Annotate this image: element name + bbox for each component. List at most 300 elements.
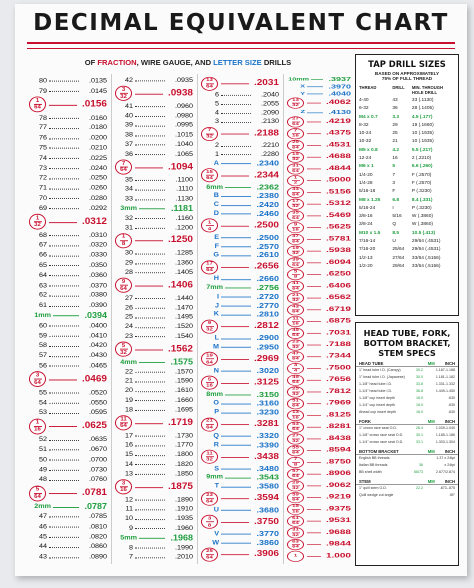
leader-line (221, 122, 251, 123)
wire-gauge-row (115, 332, 193, 342)
letter-size: N (213, 366, 219, 374)
leader-line (49, 91, 79, 92)
decimal-value: .5938 (325, 245, 351, 257)
wire-gauge-row (115, 268, 193, 278)
fraction-row (287, 269, 351, 281)
letter-row (201, 366, 279, 375)
leader-line (221, 555, 249, 556)
decimal-value: .8750 (325, 456, 351, 468)
decimal-value: .0390 (89, 300, 107, 309)
spec-row (356, 485, 458, 492)
fraction-numerator: 29 32 (292, 481, 299, 491)
gauge-number: 29 (125, 258, 133, 267)
fraction-row (287, 527, 351, 539)
leader-line (135, 135, 165, 136)
decimal-value: .1285 (175, 248, 193, 257)
drill-size: 25 (392, 131, 398, 137)
spec-row (356, 367, 458, 374)
fraction-circle (287, 504, 304, 515)
leader-line (307, 157, 321, 158)
leader-line (49, 208, 79, 209)
tap-row (356, 221, 458, 229)
decimal-value: .0410 (89, 330, 107, 340)
thread-size: M5 x 0.8 (359, 147, 378, 153)
tap-row (356, 163, 458, 171)
fraction-numerator: 15 64 (206, 169, 213, 181)
leader-line (221, 326, 249, 327)
decimal-value: .0520 (89, 387, 107, 397)
letter-size: K (213, 310, 219, 318)
leader-line (49, 403, 79, 404)
decimal-value: .9844 (325, 539, 351, 551)
fraction-row (201, 319, 279, 334)
spec-label: 1-1/8" crown race seat O.D. (359, 433, 404, 437)
gauge-number: 14 (125, 459, 133, 468)
fraction-row (287, 398, 351, 410)
subtitle-part-2: , WIRE GAUGE, AND (136, 58, 214, 67)
leader-line (49, 379, 77, 380)
wire-gauge-row (29, 183, 107, 193)
decimal-value: .3580 (256, 481, 279, 491)
fraction-circle (287, 116, 304, 127)
clearance-drill: 29/64 (.4531) (411, 247, 441, 253)
wire-gauge-row (201, 150, 279, 159)
leader-line (49, 356, 79, 357)
decimal-value: .2500 (256, 233, 279, 242)
gauge-number: 74 (39, 153, 47, 162)
leader-line (49, 104, 77, 105)
fraction-circle (287, 245, 304, 256)
decimal-value: .3020 (256, 366, 279, 375)
tap-row (356, 230, 458, 238)
decimal-value: .2656 (253, 260, 279, 275)
fraction-numerator: 5 64 (34, 486, 41, 500)
fraction-numerator: 63 64 (292, 539, 299, 549)
fraction-row (287, 245, 351, 257)
fraction-row (287, 515, 351, 527)
spec-label: Ahead cup insert depth (359, 410, 396, 414)
gauge-number: 2 (215, 141, 219, 149)
spec-inch-value: 2.677/2.874 (436, 470, 455, 474)
clearance-drill: P (.3230) (411, 205, 432, 211)
tap-drill-panel (355, 54, 459, 316)
decimal-value: .4688 (325, 151, 351, 163)
fraction-row (287, 503, 351, 515)
gauge-number: 75 (39, 143, 47, 152)
fraction-circle (201, 319, 218, 333)
leader-line (135, 391, 165, 392)
wire-gauge-row (115, 322, 193, 332)
gauge-number: 57 (39, 350, 47, 360)
letter-row (201, 301, 279, 310)
leader-line (307, 544, 321, 545)
fraction-numerator: 13 16 (292, 410, 299, 420)
leader-line (49, 537, 79, 538)
fraction-circle (287, 527, 304, 538)
fraction-numerator: 11 32 (206, 451, 213, 463)
fraction-numerator: 21 64 (206, 418, 213, 430)
letter-size: R (213, 440, 219, 448)
decimal-value: .3750 (253, 515, 279, 530)
fraction-numerator: 17 64 (206, 261, 213, 273)
gauge-number: 63 (39, 280, 47, 289)
tap-table-header (356, 85, 458, 95)
leader-line (135, 401, 165, 402)
spec-mm-value: 16.0 (416, 403, 423, 407)
spec-label: English BB threads (359, 456, 390, 460)
wire-gauge-row (29, 388, 107, 398)
leader-line (135, 94, 163, 95)
decimal-value: .0595 (89, 407, 107, 417)
fraction-circle (115, 479, 132, 494)
drill-size: 6.8 (392, 197, 399, 203)
leader-line (221, 297, 251, 298)
decimal-value: .5781 (325, 233, 351, 245)
spec-label: 1" quill stem O.D. (359, 486, 387, 490)
leader-line (221, 424, 249, 425)
leader-line (307, 263, 321, 264)
leader-line (307, 392, 321, 393)
spec-label: 1" head tube I.D. (Japanese) (359, 375, 405, 379)
fraction-row (287, 480, 351, 492)
decimal-value: .0200 (89, 132, 107, 142)
fraction-circle (287, 445, 304, 456)
decimal-value: .1910 (175, 504, 193, 513)
fraction-numerator: 13 32 (292, 98, 299, 108)
decimal-value: .2010 (175, 552, 193, 561)
decimal-value: .1110 (176, 184, 193, 193)
spec-inch-value: 1.37 x 24tpi (436, 456, 455, 460)
clearance-drill: P (.3230) (411, 189, 432, 195)
gauge-number: 25 (125, 312, 133, 321)
leader-line (221, 155, 251, 156)
fraction-numerator: 7 64 (120, 160, 127, 174)
fraction-numerator: 11 64 (120, 416, 127, 430)
decimal-value: .1015 (175, 130, 193, 139)
fraction-row (287, 433, 351, 445)
fraction-row (287, 351, 351, 363)
decimal-value: .0810 (89, 521, 107, 531)
leader-line (307, 556, 321, 557)
drill-size: 5/16 (392, 214, 402, 220)
clearance-drill: 5.5 (.217) (411, 147, 433, 153)
spec-row (356, 425, 458, 432)
decimal-value: .0469 (81, 371, 107, 388)
decimal-value: .2090 (261, 108, 279, 117)
metric-row (201, 183, 279, 192)
metric-size: 5mm (120, 533, 137, 542)
wire-gauge-row (115, 213, 193, 223)
decimal-value: .3125 (253, 375, 279, 390)
leader-line (53, 316, 79, 317)
leader-line (49, 245, 79, 246)
decimal-value: .1200 (175, 223, 193, 232)
leader-line (221, 255, 251, 256)
fraction-circle (287, 292, 304, 303)
spec-section-name: BOTTOM BRACKET (359, 449, 399, 454)
tap-row (356, 246, 458, 254)
leader-line (221, 403, 251, 404)
decimal-value: .2130 (261, 117, 279, 125)
wire-gauge-row (115, 150, 193, 160)
fraction-row (287, 128, 351, 140)
letter-row (201, 464, 279, 473)
wire-gauge-row (201, 91, 279, 100)
drill-size: 43 (392, 98, 398, 103)
clearance-drill: 10 (.1935) (411, 139, 434, 145)
unit-mm: MM (427, 361, 435, 366)
leader-line (135, 145, 165, 146)
leader-line (135, 180, 165, 181)
decimal-column-3 (201, 76, 279, 562)
leader-line (135, 285, 163, 286)
wire-gauge-row (29, 163, 107, 173)
decimal-value: .3480 (256, 464, 279, 473)
fraction-row (287, 421, 351, 433)
fraction-row (287, 280, 351, 292)
fraction-row (201, 352, 279, 367)
wire-gauge-row (29, 455, 107, 465)
specs-panel (355, 322, 459, 566)
drill-size: 3 (392, 180, 395, 186)
decimal-value: .2380 (256, 191, 279, 200)
thread-size: 7/16-14 (359, 239, 376, 245)
fraction-circle (287, 316, 304, 327)
fraction-numerator: 9 16 (292, 222, 299, 232)
fraction-circle (287, 175, 304, 186)
leader-line (307, 333, 321, 334)
drill-size: 25/64 (392, 247, 405, 253)
fraction-row (287, 163, 351, 175)
leader-line (49, 557, 79, 558)
letter-size: S (214, 464, 219, 472)
wire-gauge-row (29, 193, 107, 203)
leader-line (135, 436, 165, 437)
spec-row (356, 374, 458, 381)
spec-units (428, 479, 455, 484)
fraction-row (287, 210, 351, 222)
letter-size: Q (213, 431, 219, 440)
chart-poster (15, 4, 467, 576)
leader-line (221, 412, 251, 413)
decimal-value: .6406 (325, 280, 351, 292)
leader-line (49, 148, 79, 149)
wire-gauge-row (115, 440, 193, 450)
leader-line (221, 205, 251, 206)
tap-row (356, 97, 458, 105)
wire-gauge-row (29, 173, 107, 183)
drill-size: 5 (392, 164, 395, 170)
decimal-value: .7188 (325, 339, 351, 351)
gauge-number: 39 (125, 120, 133, 129)
leader-line (307, 450, 321, 451)
gauge-number: 27 (125, 293, 133, 302)
spec-inch-value: .630 (448, 410, 455, 414)
drill-size: 21 (392, 139, 398, 145)
tap-row (356, 205, 458, 213)
spec-label: 1-1/4" crown race seat O.D. (359, 440, 404, 444)
thread-size: 3/8-16 (359, 214, 373, 220)
spec-mm-value: 16.0 (416, 410, 423, 414)
fraction-numerator: 5 32 (120, 343, 127, 356)
gauge-number: 60 (39, 320, 47, 330)
fraction-row (287, 175, 351, 187)
clearance-drill: 19 (.1660) (411, 122, 434, 128)
column-divider (197, 74, 198, 564)
gauge-number: 45 (39, 531, 47, 541)
gauge-number: 4 (215, 108, 219, 117)
wire-gauge-row (29, 230, 107, 240)
wire-gauge-row (29, 408, 107, 418)
fraction-numerator: 27 32 (292, 434, 299, 444)
gauge-number: 21 (125, 376, 133, 385)
gauge-number: 79 (39, 86, 47, 95)
leader-line (139, 538, 165, 539)
wire-gauge-row (115, 396, 193, 406)
leader-line (307, 227, 321, 228)
letter-size: V (214, 529, 219, 537)
leader-line (221, 436, 251, 437)
gauge-number: 56 (39, 360, 47, 370)
leader-line (135, 218, 165, 219)
gauge-number: 40 (125, 111, 133, 120)
decimal-value: 1.000 (325, 550, 351, 562)
wire-gauge-row (115, 469, 193, 479)
leader-line (49, 275, 79, 276)
letter-size: T (214, 481, 219, 490)
gauge-number: 17 (125, 430, 133, 439)
wire-gauge-row (115, 102, 193, 112)
title-rule-bottom (27, 48, 455, 49)
letter-row (201, 251, 279, 260)
decimal-value: .3937 (328, 76, 351, 83)
gauge-number: 26 (125, 303, 133, 312)
gauge-number: 32 (125, 213, 133, 222)
tap-table-body (356, 97, 458, 271)
tap-row (356, 147, 458, 155)
gauge-number: 48 (39, 474, 47, 484)
decimal-value: .1520 (175, 322, 193, 331)
spec-inch-value: 45° (449, 493, 455, 497)
decimal-value: .0938 (167, 86, 193, 102)
fraction-circle (29, 418, 46, 434)
fraction-circle (201, 168, 218, 182)
leader-line (221, 146, 251, 147)
decimal-value: .0820 (89, 531, 107, 541)
metric-size: 9mm (206, 473, 223, 481)
fraction-row (201, 547, 279, 562)
decimal-value: .1575 (170, 357, 193, 367)
clearance-drill: 8.4 (.331) (411, 197, 433, 203)
fraction-circle (115, 233, 132, 248)
fraction-row (287, 151, 351, 163)
leader-line (225, 395, 251, 396)
leader-line (307, 462, 321, 463)
decimal-value: .2362 (256, 182, 279, 191)
leader-line (49, 168, 79, 169)
fraction-row (201, 126, 279, 141)
thread-size: M8 x 1.25 (359, 197, 381, 203)
subtitle-fraction: FRACTION (97, 58, 137, 67)
gauge-number: 44 (39, 541, 47, 551)
decimal-value: .2500 (253, 218, 279, 233)
fraction-numerator: 47 64 (292, 352, 299, 362)
fraction-row (287, 222, 351, 234)
fraction-circle (115, 160, 132, 175)
fraction-circle (287, 187, 304, 198)
fraction-circle (29, 214, 46, 230)
letter-row (201, 506, 279, 515)
leader-line (135, 337, 165, 338)
clearance-drill: W (.3860) (411, 214, 433, 220)
spec-mm-value: 33.8 (416, 382, 423, 386)
decimal-value: .2770 (256, 301, 279, 310)
metric-row (115, 204, 193, 214)
specs-body (356, 361, 458, 499)
leader-line (221, 279, 251, 280)
spec-section-name: FORK (359, 419, 371, 424)
wire-gauge-row (115, 377, 193, 387)
wire-gauge-row (29, 301, 107, 311)
leader-line (307, 286, 321, 287)
fraction-circle (287, 551, 304, 562)
fraction-row (29, 485, 107, 502)
gauge-number: 9 (129, 523, 133, 532)
wire-gauge-row (29, 435, 107, 445)
thread-size: 1/2-20 (359, 263, 373, 269)
letter-row (201, 432, 279, 441)
wire-gauge-row (115, 514, 193, 524)
fraction-numerator: 15 16 (292, 504, 299, 514)
spec-label: 1-1/4" head tube I.D. (359, 389, 393, 393)
fraction-circle (201, 260, 218, 274)
decimal-value: .2210 (261, 141, 279, 149)
leader-line (221, 457, 249, 458)
wire-gauge-row (29, 270, 107, 280)
spec-mm-value (405, 492, 423, 499)
fraction-circle (115, 86, 132, 101)
spec-row (356, 402, 458, 409)
gauge-number: 15 (125, 450, 133, 459)
metric-row (201, 283, 279, 292)
fraction-row (201, 449, 279, 464)
tap-row (356, 180, 458, 188)
leader-line (307, 486, 321, 487)
tap-row (356, 172, 458, 180)
decimal-value: .0730 (89, 464, 107, 474)
fraction-numerator: 55 64 (292, 445, 299, 455)
clearance-drill: 29/64 (.4531) (411, 239, 441, 245)
leader-line (221, 445, 251, 446)
leader-line (307, 404, 321, 405)
clearance-drill: 10 (.1935) (411, 131, 434, 137)
decimal-value: .5469 (325, 210, 351, 222)
letter-size: G (213, 250, 219, 259)
leader-line (53, 507, 79, 508)
decimal-value: .2570 (256, 241, 279, 251)
wire-gauge-row (115, 367, 193, 377)
fraction-circle (29, 97, 46, 113)
leader-line (307, 112, 323, 113)
fraction-circle (287, 515, 304, 526)
decimal-value: .2188 (253, 126, 279, 141)
metric-size: 8mm (206, 390, 223, 398)
wire-gauge-row (115, 293, 193, 303)
letter-size: H (213, 274, 219, 282)
spec-row (356, 388, 458, 395)
fraction-row (287, 139, 351, 151)
spec-row (356, 432, 458, 439)
